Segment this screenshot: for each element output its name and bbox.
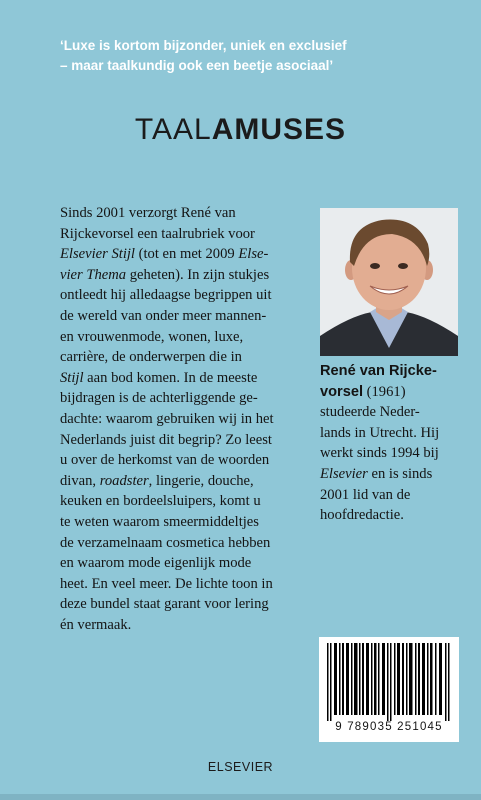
quote-line: ‘Luxe is kortom bijzonder, uniek en exclusief bbox=[60, 38, 347, 53]
blurb-line: heet. En veel meer. De lichte toon in bbox=[60, 575, 273, 592]
isbn-barcode bbox=[319, 637, 459, 742]
publisher-name: ELSEVIER bbox=[207, 760, 274, 774]
blurb-line: dachte: waarom gebruiken wij in het bbox=[60, 410, 274, 427]
blurb-line: Elsevier Stijl (tot en met 2009 Else- bbox=[60, 246, 269, 263]
author-photo bbox=[320, 208, 458, 356]
blurb-line: deze bundel staat garant voor lering bbox=[60, 596, 269, 613]
quote-line: – maar taalkundig ook een beetje asociaal’ bbox=[60, 58, 334, 73]
title-bold: AMUSES bbox=[211, 113, 347, 146]
blurb-line: Sinds 2001 verzorgt René van bbox=[60, 205, 236, 221]
blurb-line: te weten waarom smeermiddeltjes bbox=[60, 513, 259, 530]
bio-line: lands in Utrecht. Hij bbox=[320, 424, 440, 441]
bottom-edge bbox=[0, 794, 481, 800]
bio-line: vorsel (1961) bbox=[320, 383, 406, 400]
isbn-number: 9 789035 251045 bbox=[335, 721, 443, 733]
title-light: TAAL bbox=[134, 113, 212, 146]
blurb-line: Stijl aan bod komen. In de meeste bbox=[60, 369, 258, 386]
blurb-line: ontleedt hij alledaagse begrippen uit bbox=[60, 287, 272, 304]
blurb-line: de wereld van onder meer mannen- bbox=[60, 307, 267, 324]
bio-line: studeerde Neder- bbox=[320, 404, 420, 421]
blurb-line: carrière, de onderwerpen die in bbox=[60, 349, 242, 366]
bio-line: 2001 lid van de bbox=[320, 486, 411, 503]
blurb-line: Rijckevorsel een taalrubriek voor bbox=[60, 225, 255, 242]
book-title bbox=[0, 113, 481, 147]
cover-quote bbox=[60, 36, 460, 76]
bio-line: hoofdredactie. bbox=[320, 507, 404, 524]
barcode-bars-icon bbox=[327, 643, 451, 721]
bio-line: Elsevier en is sinds bbox=[320, 465, 433, 482]
blurb-line: en waarom mode eigenlijk mode bbox=[60, 555, 252, 572]
blurb-line: en vrouwenmode, wonen, luxe, bbox=[60, 328, 244, 345]
blurb-line: bijdragen is de achterliggende ge- bbox=[60, 390, 258, 407]
blurb-line: u over de herkomst van de woorden bbox=[60, 452, 270, 469]
author-name: René van Rijcke- bbox=[320, 363, 437, 379]
blurb-line: divan, roadster, lingerie, douche, bbox=[60, 472, 254, 489]
blurb-line: vier Thema geheten). In zijn stukjes bbox=[60, 266, 270, 283]
blurb-text bbox=[60, 203, 315, 635]
author-bio bbox=[320, 361, 470, 526]
blurb-line: de verzamelnaam cosmetica hebben bbox=[60, 534, 271, 551]
blurb-line: keuken en bordeelsluipers, komt u bbox=[60, 493, 261, 510]
blurb-line: én vermaak. bbox=[60, 616, 132, 633]
blurb-line: Nederlands juist dit begrip? Zo leest bbox=[60, 431, 272, 448]
bio-line: werkt sinds 1994 bij bbox=[320, 445, 439, 462]
